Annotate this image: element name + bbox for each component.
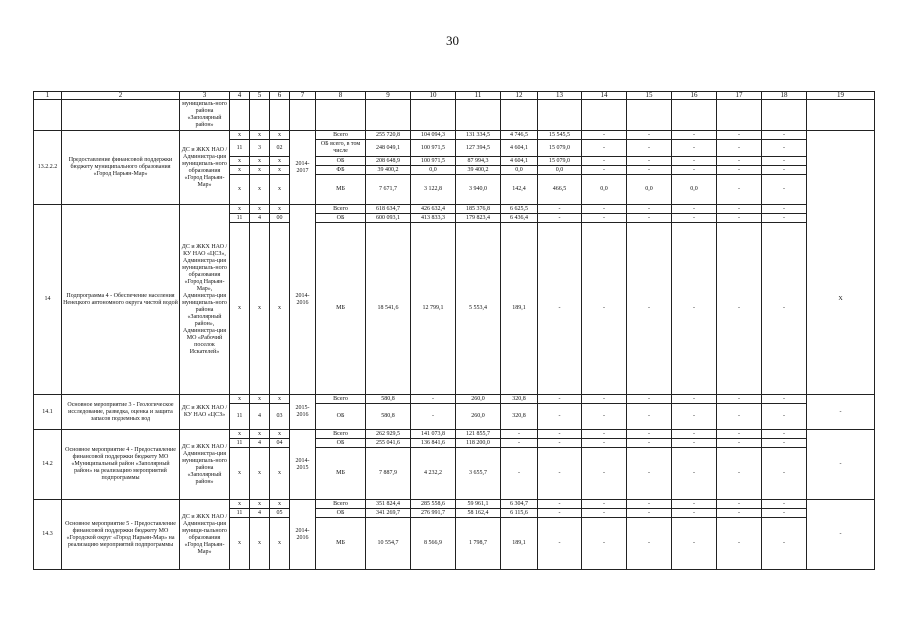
cell: 285 558,6 [411, 500, 456, 509]
measure-name: Основное мероприятие 4 - Предоставление финансовой поддержки бюджету МО «Муниципальный район «Заполярный район» на реализацию мероприятий подпрограммы [62, 430, 180, 500]
program-table [33, 91, 875, 570]
cell: 6 436,4 [501, 214, 538, 223]
years-cell: 2014-2015 [290, 430, 316, 500]
cell: 0,0 [627, 175, 672, 205]
cell: 4 [250, 509, 270, 518]
col19-cell: - [807, 430, 875, 500]
cell: - [582, 439, 627, 448]
cell: x [230, 448, 250, 500]
cell: 0,0 [501, 166, 538, 175]
cell: - [762, 448, 807, 500]
cell: - [717, 500, 762, 509]
cell: - [538, 500, 582, 509]
cell: - [717, 395, 762, 404]
cell: 1 798,7 [456, 518, 501, 570]
cell: x [250, 395, 270, 404]
cell: - [627, 439, 672, 448]
cell: - [762, 131, 807, 140]
cell: 185 376,8 [456, 205, 501, 214]
cell: 466,5 [538, 175, 582, 205]
cell: 3 940,0 [456, 175, 501, 205]
col19-cell: - [807, 395, 875, 430]
column-number-row [34, 92, 875, 100]
cell: 189,1 [501, 518, 538, 570]
cell: 11 [230, 214, 250, 223]
cell: - [672, 205, 717, 214]
cell: 3 655,7 [456, 448, 501, 500]
col-header: 4 [230, 92, 250, 100]
cell: 276 991,7 [411, 509, 456, 518]
cell: 208 648,9 [366, 157, 411, 166]
cell: - [627, 223, 672, 395]
cell: - [627, 214, 672, 223]
cell: - [538, 404, 582, 430]
col-header: 6 [270, 92, 290, 100]
cell: 18 541,6 [366, 223, 411, 395]
cell: - [627, 140, 672, 157]
cell: 0,0 [672, 175, 717, 205]
executor-cell: муниципаль-ного района «Заполярный район» [180, 100, 230, 131]
source-cell: ОБ [316, 439, 366, 448]
source-cell: ОБ [316, 509, 366, 518]
cell: x [270, 166, 290, 175]
cell: 351 824,4 [366, 500, 411, 509]
col-header: 9 [366, 92, 411, 100]
cell: - [672, 404, 717, 430]
cell: 15 079,0 [538, 140, 582, 157]
cell: 04 [270, 439, 290, 448]
cell: 413 833,3 [411, 214, 456, 223]
cell: 118 200,0 [456, 439, 501, 448]
cell: x [230, 500, 250, 509]
source-cell: МБ [316, 448, 366, 500]
source-cell: ОБ [316, 157, 366, 166]
source-cell: ОБ [316, 404, 366, 430]
cell: 248 049,1 [366, 140, 411, 157]
cell: 15 079,0 [538, 157, 582, 166]
col-header: 17 [717, 92, 762, 100]
cell: - [717, 140, 762, 157]
row-number: 13.2.2.2 [34, 131, 62, 205]
row-number: 14.3 [34, 500, 62, 570]
cell: 320,8 [501, 404, 538, 430]
source-cell: Всего [316, 205, 366, 214]
col-header: 19 [807, 92, 875, 100]
cell: - [582, 223, 627, 395]
cell: 4 [250, 439, 270, 448]
cell: x [270, 395, 290, 404]
col-header: 1 [34, 92, 62, 100]
cell: 11 [230, 140, 250, 157]
cell: - [672, 131, 717, 140]
cell: - [717, 223, 762, 395]
cell: - [672, 430, 717, 439]
measure-name: Подпрограмма 4 - Обеспечение населения Ненецкого автономного округа чистой водой [62, 205, 180, 395]
cell: 58 162,4 [456, 509, 501, 518]
cell: x [250, 430, 270, 439]
cell: 3 122,8 [411, 175, 456, 205]
cell: 255 720,8 [366, 131, 411, 140]
source-cell: Всего [316, 430, 366, 439]
cell: 320,8 [501, 395, 538, 404]
cell: - [672, 500, 717, 509]
cell: x [250, 448, 270, 500]
cell: 02 [270, 140, 290, 157]
cell: - [582, 404, 627, 430]
cell: 262 929,5 [366, 430, 411, 439]
col-header: 11 [456, 92, 501, 100]
cell: x [250, 223, 270, 395]
cell: 4 [250, 404, 270, 430]
cell: 6 115,6 [501, 509, 538, 518]
measure-name: Предоставление финансовой поддержки бюджету муниципального образования «Город Нарьян-Мар» [62, 131, 180, 205]
cell: 260,0 [456, 395, 501, 404]
cell: 7 671,7 [366, 175, 411, 205]
cell: - [717, 166, 762, 175]
cell: - [627, 448, 672, 500]
cell: - [582, 140, 627, 157]
col19-cell: X [807, 205, 875, 395]
col-header: 18 [762, 92, 807, 100]
cell: - [538, 395, 582, 404]
cell: 6 304,7 [501, 500, 538, 509]
col-header: 16 [672, 92, 717, 100]
cell: - [672, 157, 717, 166]
cell: - [672, 509, 717, 518]
cell: x [270, 175, 290, 205]
years-cell: 2015-2016 [290, 395, 316, 430]
cell: x [270, 518, 290, 570]
source-cell: МБ [316, 175, 366, 205]
col19-cell [807, 131, 875, 205]
cell: - [717, 518, 762, 570]
cell: - [762, 205, 807, 214]
cell: - [538, 430, 582, 439]
source-cell: Всего [316, 395, 366, 404]
cell: - [762, 404, 807, 430]
cell: - [717, 205, 762, 214]
cell: - [582, 500, 627, 509]
executor-cell: ДС и ЖКХ НАО / КУ НАО «ЦСЗ» [180, 395, 230, 430]
cell: 179 823,4 [456, 214, 501, 223]
cell: - [717, 448, 762, 500]
source-cell: Всего [316, 500, 366, 509]
cell: - [538, 518, 582, 570]
cell: 121 855,7 [456, 430, 501, 439]
cell: x [270, 448, 290, 500]
executor-cell: ДС и ЖКХ НАО / КУ НАО «ЦСЗ», Администра-ция муниципаль-ного образования «Город Нарьян-Мар», Администра-ция муниципаль-ного района «Заполярный район», Администра-ция МО «Рабочий поселок Искателей» [180, 205, 230, 395]
cell: - [762, 140, 807, 157]
cell: - [627, 518, 672, 570]
cell: - [762, 395, 807, 404]
table-row [34, 131, 875, 140]
cell: 3 [250, 140, 270, 157]
cell: 127 394,5 [456, 140, 501, 157]
cell: x [230, 395, 250, 404]
table-row [34, 430, 875, 439]
cell: x [250, 166, 270, 175]
table-row [34, 395, 875, 404]
cell: 260,0 [456, 404, 501, 430]
cell: - [582, 395, 627, 404]
cell: 104 094,3 [411, 131, 456, 140]
cell: 12 799,1 [411, 223, 456, 395]
cell: 39 400,2 [366, 166, 411, 175]
executor-cell: ДС и ЖКХ НАО / Администра-ция муници-пального образования «Город Нарьян-Мар» [180, 500, 230, 570]
cell: 5 553,4 [456, 223, 501, 395]
cell: - [538, 223, 582, 395]
cell: 0,0 [582, 175, 627, 205]
cell: - [672, 439, 717, 448]
cell: - [717, 175, 762, 205]
cell: - [501, 439, 538, 448]
cell: - [582, 205, 627, 214]
col-header: 5 [250, 92, 270, 100]
cell: 15 545,5 [538, 131, 582, 140]
cell: - [672, 395, 717, 404]
cell: - [538, 214, 582, 223]
cell: - [538, 439, 582, 448]
cell: x [270, 157, 290, 166]
cell: x [230, 518, 250, 570]
cell: 4 [250, 214, 270, 223]
cell: - [672, 166, 717, 175]
cell: - [538, 509, 582, 518]
cell: 136 841,6 [411, 439, 456, 448]
cell: x [270, 430, 290, 439]
cell: x [230, 205, 250, 214]
cell: 0,0 [411, 166, 456, 175]
cell: 618 634,7 [366, 205, 411, 214]
cell: - [717, 430, 762, 439]
executor-cell: ДС и ЖКХ НАО / Администра-ция муниципаль-ного района «Заполярный район» [180, 430, 230, 500]
cell: - [627, 157, 672, 166]
cell: 131 334,5 [456, 131, 501, 140]
cell: - [582, 214, 627, 223]
cell: x [230, 430, 250, 439]
cell: - [717, 214, 762, 223]
cell: - [672, 140, 717, 157]
row-number: 14 [34, 205, 62, 395]
source-cell: ОБ всего, в том числе [316, 140, 366, 157]
cell: x [250, 131, 270, 140]
cell: 426 632,4 [411, 205, 456, 214]
measure-name: Основное мероприятие 3 - Геологическое исследование, разведка, оценка и защита запасов подземных вод [62, 395, 180, 430]
col-header: 10 [411, 92, 456, 100]
col-header: 3 [180, 92, 230, 100]
cell: 141 073,8 [411, 430, 456, 439]
cell: 100 971,5 [411, 157, 456, 166]
cell: - [582, 157, 627, 166]
cell: 255 041,6 [366, 439, 411, 448]
cell: 341 269,7 [366, 509, 411, 518]
cell: - [411, 395, 456, 404]
years-cell: 2014-2016 [290, 500, 316, 570]
cell: x [250, 157, 270, 166]
cell: x [270, 500, 290, 509]
cell: x [250, 500, 270, 509]
cell: - [762, 509, 807, 518]
table-row [34, 205, 875, 214]
col-header: 14 [582, 92, 627, 100]
cell: 10 554,7 [366, 518, 411, 570]
source-cell: МБ [316, 518, 366, 570]
cell: 4 604,1 [501, 140, 538, 157]
page-number: 30 [446, 33, 459, 48]
cell: - [538, 448, 582, 500]
measure-name: Основное мероприятие 5 - Предоставление финансовой поддержки бюджету МО «Городской округ «Город Нарьян-Мар» на реализацию мероприятий подпрограммы [62, 500, 180, 570]
cell: 580,8 [366, 404, 411, 430]
cell: - [501, 448, 538, 500]
cell: x [230, 166, 250, 175]
cell: - [762, 430, 807, 439]
col-header: 2 [62, 92, 180, 100]
cell: 59 961,1 [456, 500, 501, 509]
cell: 0,0 [538, 166, 582, 175]
cell: x [270, 223, 290, 395]
continuation-row [34, 100, 875, 131]
cell: x [250, 205, 270, 214]
cell: - [717, 131, 762, 140]
cell: 4 604,1 [501, 157, 538, 166]
cell: 600 093,1 [366, 214, 411, 223]
cell: x [230, 223, 250, 395]
cell: - [582, 448, 627, 500]
cell: - [717, 404, 762, 430]
cell: x [230, 157, 250, 166]
col-header: 12 [501, 92, 538, 100]
cell: x [250, 175, 270, 205]
cell: - [582, 509, 627, 518]
cell: - [538, 205, 582, 214]
cell: - [762, 157, 807, 166]
cell: 4 232,2 [411, 448, 456, 500]
cell: - [627, 430, 672, 439]
cell: - [501, 430, 538, 439]
cell: - [672, 223, 717, 395]
cell: 4 746,5 [501, 131, 538, 140]
source-cell: Всего [316, 131, 366, 140]
cell: - [672, 448, 717, 500]
source-cell: МБ [316, 223, 366, 395]
cell: 8 566,9 [411, 518, 456, 570]
cell: 100 971,5 [411, 140, 456, 157]
cell: 11 [230, 404, 250, 430]
col-header: 8 [316, 92, 366, 100]
cell: 7 887,9 [366, 448, 411, 500]
cell: 05 [270, 509, 290, 518]
row-number: 14.1 [34, 395, 62, 430]
cell: 142,4 [501, 175, 538, 205]
cell: 39 400,2 [456, 166, 501, 175]
row-number: 14.2 [34, 430, 62, 500]
col-header: 15 [627, 92, 672, 100]
cell: - [672, 518, 717, 570]
table-row [34, 500, 875, 509]
cell: x [270, 131, 290, 140]
source-cell: ФБ [316, 166, 366, 175]
cell: 11 [230, 439, 250, 448]
col-header: 7 [290, 92, 316, 100]
cell: 03 [270, 404, 290, 430]
cell: - [627, 509, 672, 518]
cell: - [582, 131, 627, 140]
cell: x [250, 518, 270, 570]
cell: - [582, 166, 627, 175]
cell: - [582, 518, 627, 570]
cell: - [627, 131, 672, 140]
cell: - [717, 439, 762, 448]
cell: x [270, 205, 290, 214]
years-cell: 2014-2016 [290, 205, 316, 395]
cell: 87 994,3 [456, 157, 501, 166]
cell: - [762, 518, 807, 570]
cell: 189,1 [501, 223, 538, 395]
cell: 00 [270, 214, 290, 223]
cell: - [627, 500, 672, 509]
cell: 580,8 [366, 395, 411, 404]
executor-cell: ДС и ЖКХ НАО / Администра-ция муниципаль-ного образования «Город Нарьян-Мар» [180, 131, 230, 205]
cell: - [672, 214, 717, 223]
cell: - [762, 223, 807, 395]
cell: - [411, 404, 456, 430]
cell: - [627, 395, 672, 404]
cell: - [762, 500, 807, 509]
cell: - [717, 509, 762, 518]
cell: - [717, 157, 762, 166]
cell: - [762, 166, 807, 175]
cell: - [627, 166, 672, 175]
cell: - [762, 214, 807, 223]
years-cell: 2014-2017 [290, 131, 316, 205]
cell: - [762, 439, 807, 448]
cell: 11 [230, 509, 250, 518]
cell: - [762, 175, 807, 205]
cell: - [582, 430, 627, 439]
cell: x [230, 131, 250, 140]
cell: - [627, 404, 672, 430]
cell: x [230, 175, 250, 205]
col19-cell: - [807, 500, 875, 570]
cell: - [627, 205, 672, 214]
cell: 6 625,5 [501, 205, 538, 214]
col-header: 13 [538, 92, 582, 100]
source-cell: ОБ [316, 214, 366, 223]
